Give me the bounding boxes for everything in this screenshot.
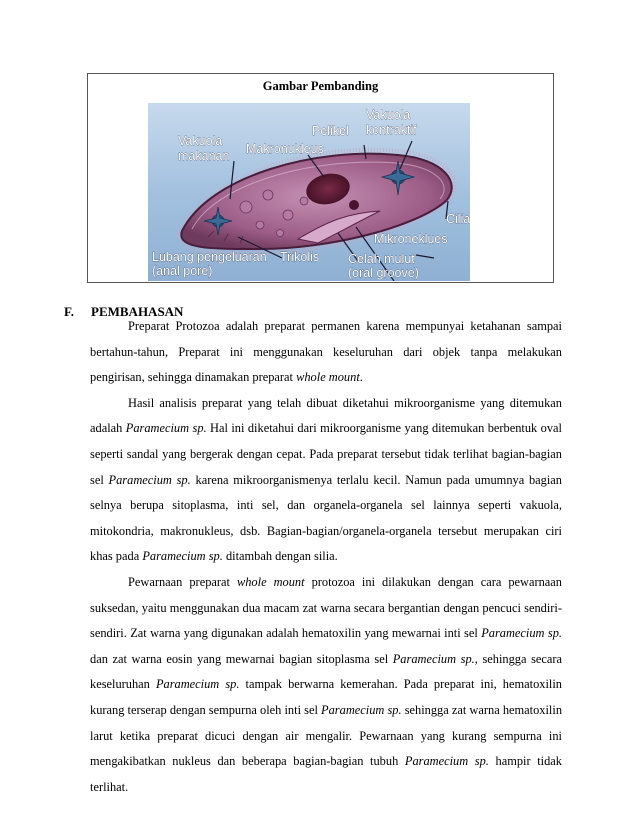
- italic-term: Paramecium sp.: [404, 754, 489, 769]
- italic-term: Paramecium sp.: [108, 472, 191, 487]
- italic-term: whole mount: [296, 370, 360, 385]
- label-celah-mulut-2: (oral groove): [348, 266, 419, 280]
- comparison-figure: [87, 73, 554, 283]
- italic-term: Paramecium sp.: [481, 626, 562, 641]
- label-pelikel: Pelikel: [312, 124, 349, 138]
- label-lubang-pengeluaran-2: (anal pore): [152, 264, 213, 278]
- text-run: hampir tidak terlihat.: [90, 754, 562, 794]
- italic-term: whole mount: [236, 574, 305, 589]
- text-run: Hasil analisis preparat yang telah dibuat diketahui mikroorganisme yang ditemukan adalah: [90, 395, 562, 436]
- text-run: sehingga zat warna hematoxilin larut ketika preparat dicuci dengan air mengalir. Pewarnaan yang kurang sempurna ini mengakibatkan nukleus dan beberapa bagian-bagian tubuh: [90, 702, 563, 769]
- paramecium-diagram: [148, 103, 470, 281]
- text-run: protozoa ini dilakukan dengan cara pewarnaan suksedan, yaitu menggunakan dua macam zat warna secara bergantian dengan pencuci sendiri-sendiri. Zat warna yang digunakan adalah hematoxilin yang mewarnai inti sel: [90, 574, 562, 641]
- paragraph-2: [90, 391, 562, 570]
- section-title: PEMBAHASAN: [91, 304, 184, 319]
- text-run: Hal ini diketahui dari mikroorganisme yang ditemukan berbentuk oval seperti sandal yang bergerak dengan cepat. Pada preparat tersebut tidak terlihat bagian-bagian sel: [90, 421, 563, 487]
- label-mikronukleus: Mikroneklues: [374, 232, 448, 246]
- label-celah-mulut-1: Celah mulut: [348, 252, 415, 266]
- label-lubang-pengeluaran-1: Lubang pengeluaran: [152, 250, 267, 264]
- italic-term: Paramecium sp.,: [392, 651, 478, 666]
- text-run: Pewarnaan preparat: [128, 574, 237, 589]
- label-cilia: Cilia: [446, 212, 470, 226]
- paragraph-1: [90, 314, 562, 391]
- paragraph-3: [90, 570, 562, 800]
- text-run: Preparat Protozoa adalah preparat permanen karena mempunyai ketahanan sampai bertahun-tahun, Preparat ini menggunakan keseluruhan dari objek tanpa melakukan pengirisan, sehingga dinamakan preparat: [90, 319, 562, 385]
- italic-term: Paramecium sp.: [142, 549, 223, 564]
- text-run: karena mikroorganismenya terlalu kecil. Namun pada umumnya bagian selnya berupa sitoplasma, inti sel, dan organela-organela sel lainnya seperti vakuola, mitokondria, makronukleus, dsb. Bagian-bagian/organela-organela tersebut merupakan ciri khas pada: [90, 472, 562, 564]
- figure-caption: Gambar Pembanding: [262, 79, 379, 93]
- label-vakuola-makanan-1: Vakuola: [178, 134, 223, 148]
- italic-term: Paramecium sp.: [321, 702, 402, 717]
- italic-term: Paramecium sp.: [125, 421, 207, 436]
- text-run: sehingga secara keseluruhan: [90, 651, 563, 692]
- label-makronukleus: Makronukleus: [246, 142, 324, 156]
- text-run: dan zat warna eosin yang mewarnai bagian sitoplasma sel: [90, 651, 393, 666]
- label-trikolis: Trikolis: [280, 250, 320, 264]
- text-run: tampak berwarna kemerahan. Pada preparat ini, hematoxilin kurang terserap dengan sempurna oleh inti sel: [90, 677, 562, 717]
- section-body: [90, 314, 562, 800]
- label-vakuola-makanan-2: makanan: [178, 149, 230, 163]
- label-vakuola-kontraktif-2: kontraktif: [366, 123, 417, 137]
- micronucleus-shape: [349, 200, 359, 210]
- italic-term: Paramecium sp.: [155, 677, 240, 692]
- label-vakuola-kontraktif-1: Vakuola: [366, 108, 411, 122]
- text-run: ditambah dengan silia.: [222, 549, 338, 564]
- text-run: .: [359, 370, 363, 385]
- section-number: F.: [64, 304, 74, 319]
